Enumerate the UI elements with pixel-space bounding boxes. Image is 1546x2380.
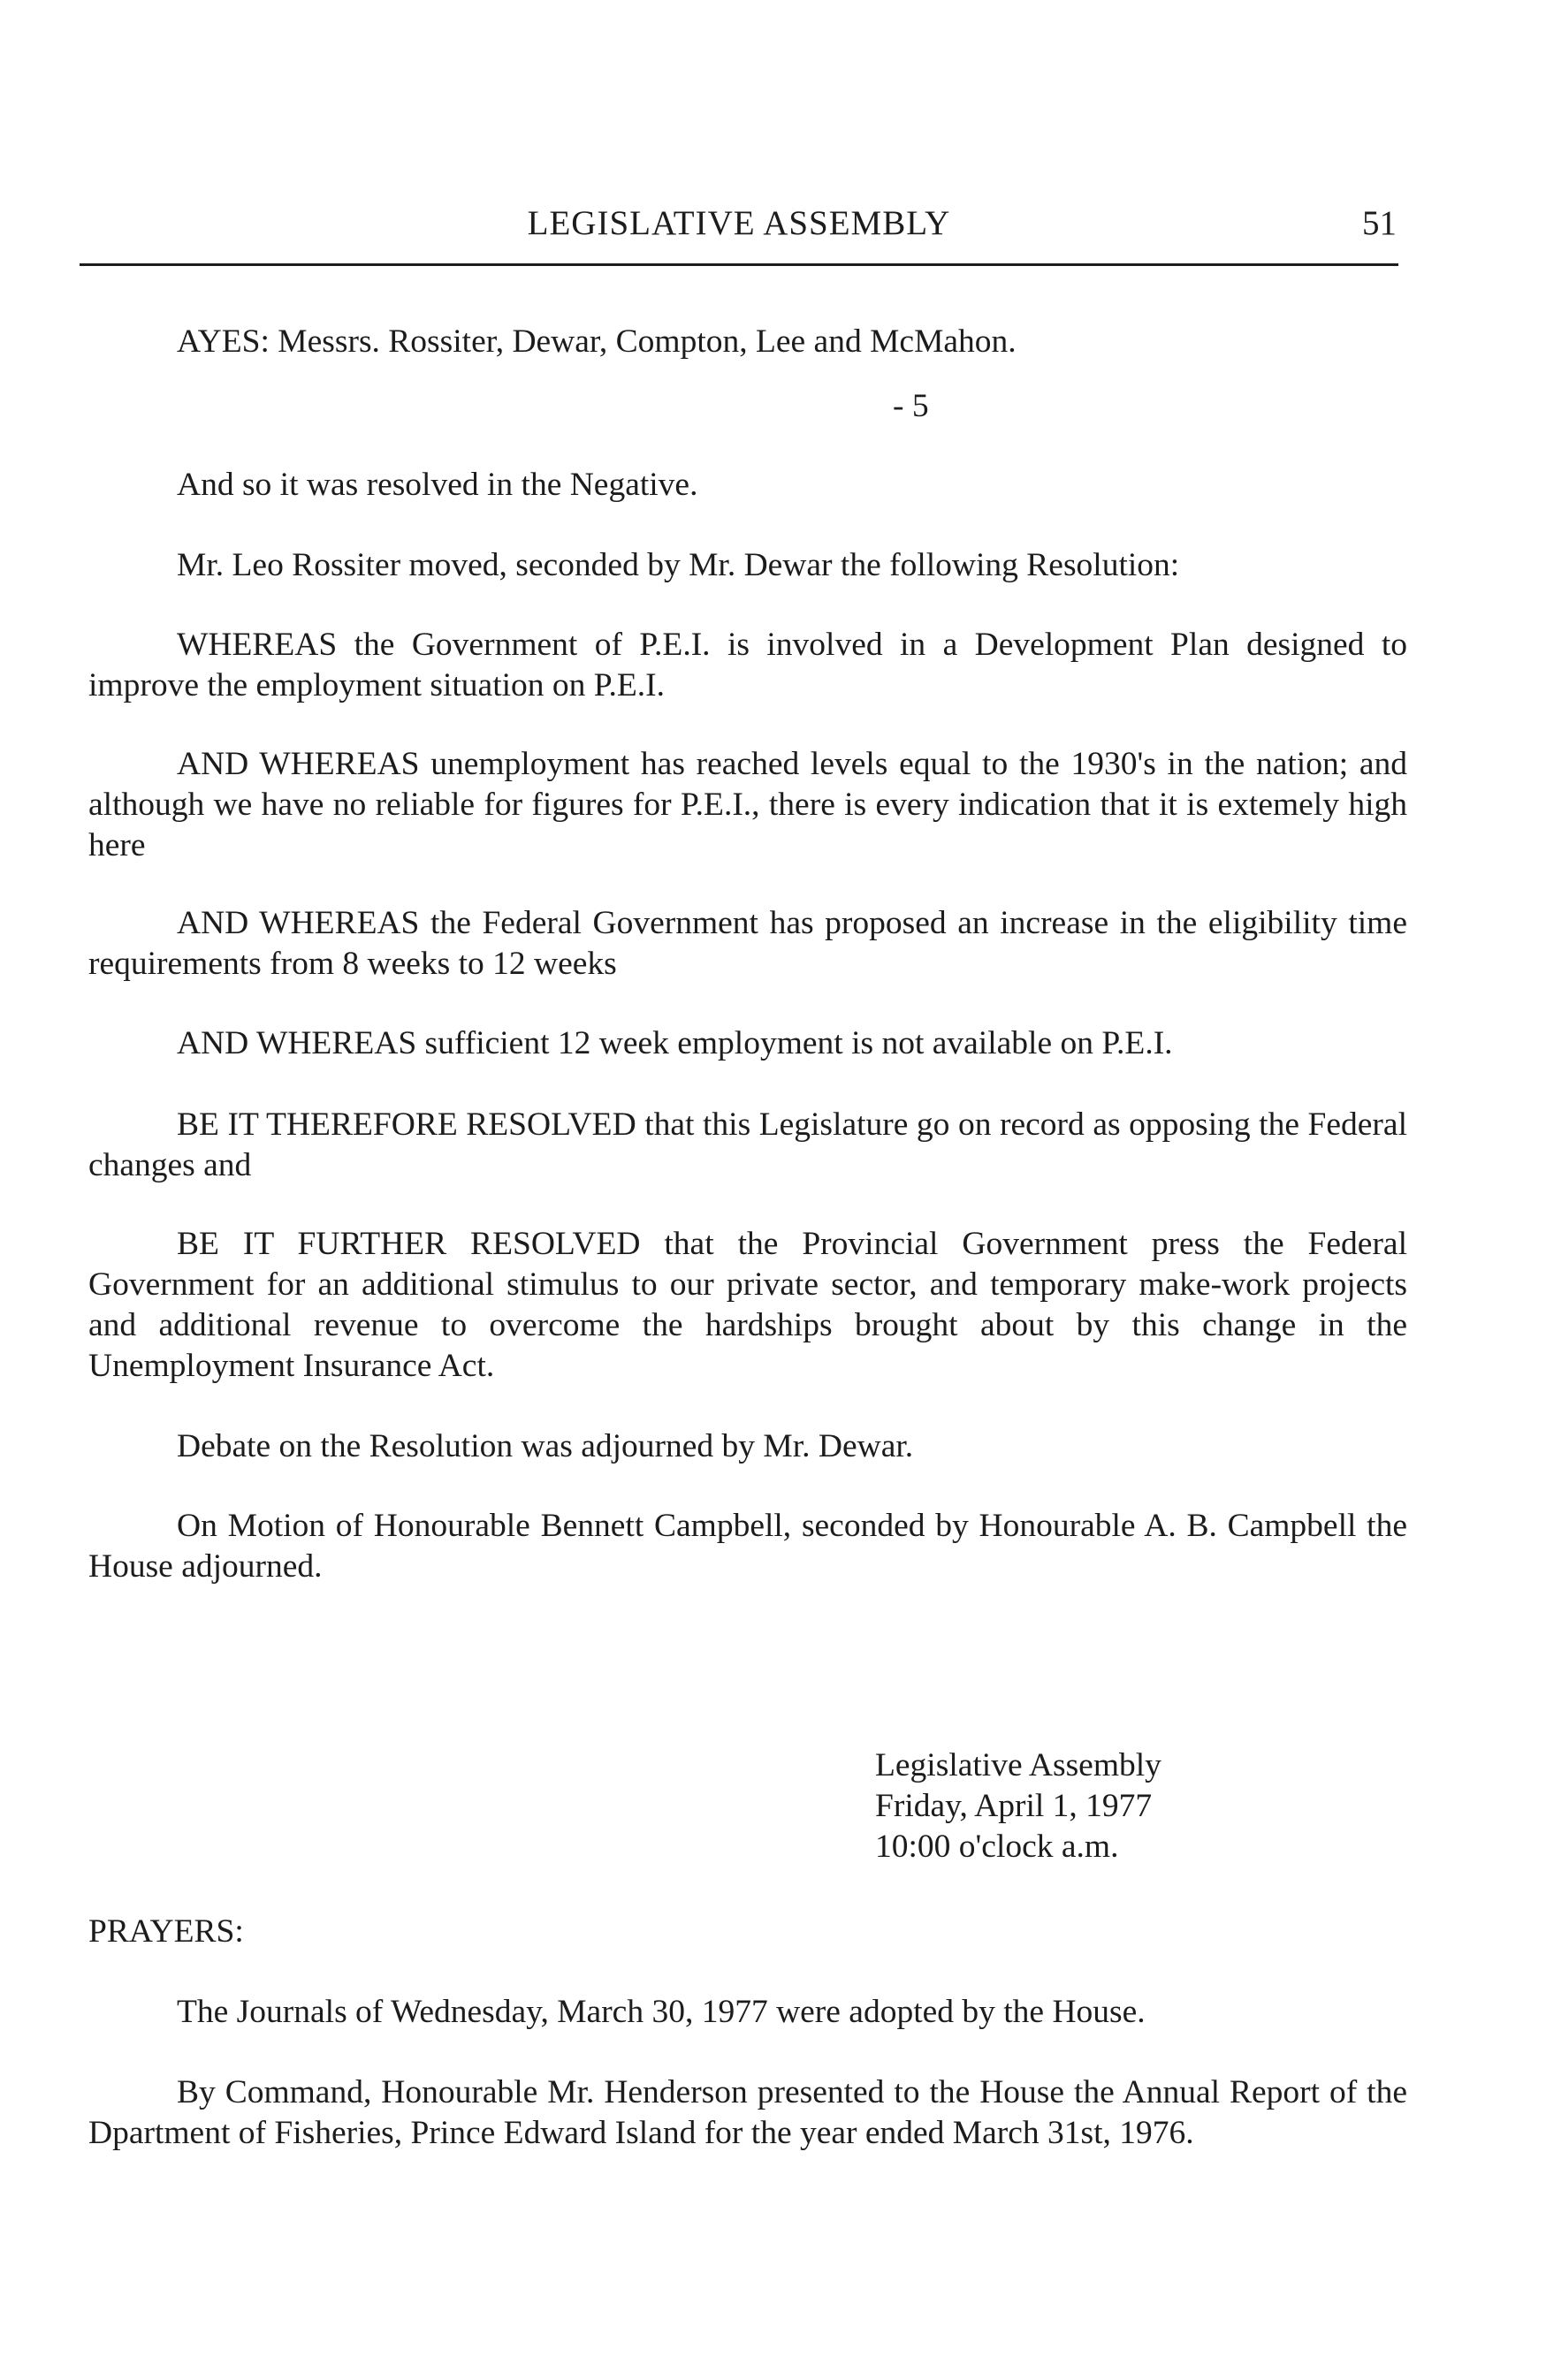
motion-paragraph: Mr. Leo Rossiter moved, seconded by Mr. Dewar the following Resolution: <box>177 547 1180 583</box>
adjourn-paragraph: On Motion of Honourable Bennett Campbell, seconded by Honourable A. B. Campbell the House adjourned. <box>88 1508 1407 1585</box>
whereas-paragraph-3: AND WHEREAS the Federal Government has proposed an increase in the eligibility time requirements from 8 weeks to 12 weeks <box>88 905 1407 982</box>
whereas-paragraph-2: AND WHEREAS unemployment has reached levels equal to the 1930's in the nation; and although we have no reliable for figures for P.E.I., there is every indication that it is extemely high here <box>88 746 1407 863</box>
ayes-count: - 5 <box>893 388 929 424</box>
resolved-paragraph-2: BE IT FURTHER RESOLVED that the Provincial Government press the Federal Government for an additional stimulus to our private sector, and temporary make-work projects and additional revenue to overcome the hardships brought about by this change in the Unemployment Insurance Act. <box>88 1226 1407 1384</box>
journals-paragraph: The Journals of Wednesday, March 30, 1977 were adopted by the House. <box>177 1994 1146 2030</box>
command-paragraph: By Command, Honourable Mr. Henderson presented to the House the Annual Report of the Dpartment of Fisheries, Prince Edward Island for the year ended March 31st, 1976. <box>88 2074 1407 2151</box>
negative-paragraph: And so it was resolved in the Negative. <box>177 467 698 503</box>
prayers-heading: PRAYERS: <box>88 1913 244 1950</box>
whereas-paragraph-1: WHEREAS the Government of P.E.I. is involved in a Development Plan designed to improve the employment situation on P.E.I. <box>88 627 1407 703</box>
dateline-time: 10:00 o'clock a.m. <box>875 1829 1119 1865</box>
dateline-assembly: Legislative Assembly <box>875 1747 1161 1783</box>
page-number: 51 <box>1362 204 1397 242</box>
resolved-paragraph-1: BE IT THEREFORE RESOLVED that this Legislature go on record as opposing the Federal changes and <box>88 1106 1407 1183</box>
whereas-paragraph-4: AND WHEREAS sufficient 12 week employment is not available on P.E.I. <box>177 1025 1173 1061</box>
debate-paragraph: Debate on the Resolution was adjourned by Mr. Dewar. <box>177 1428 914 1464</box>
session-dateline <box>875 1745 1161 1867</box>
dateline-date: Friday, April 1, 1977 <box>875 1788 1153 1824</box>
page-header <box>80 202 1398 255</box>
header-rule <box>80 263 1398 266</box>
page-header-title: LEGISLATIVE ASSEMBLY <box>527 204 951 242</box>
ayes-paragraph: AYES: Messrs. Rossiter, Dewar, Compton, Lee and McMahon. <box>177 323 1017 360</box>
